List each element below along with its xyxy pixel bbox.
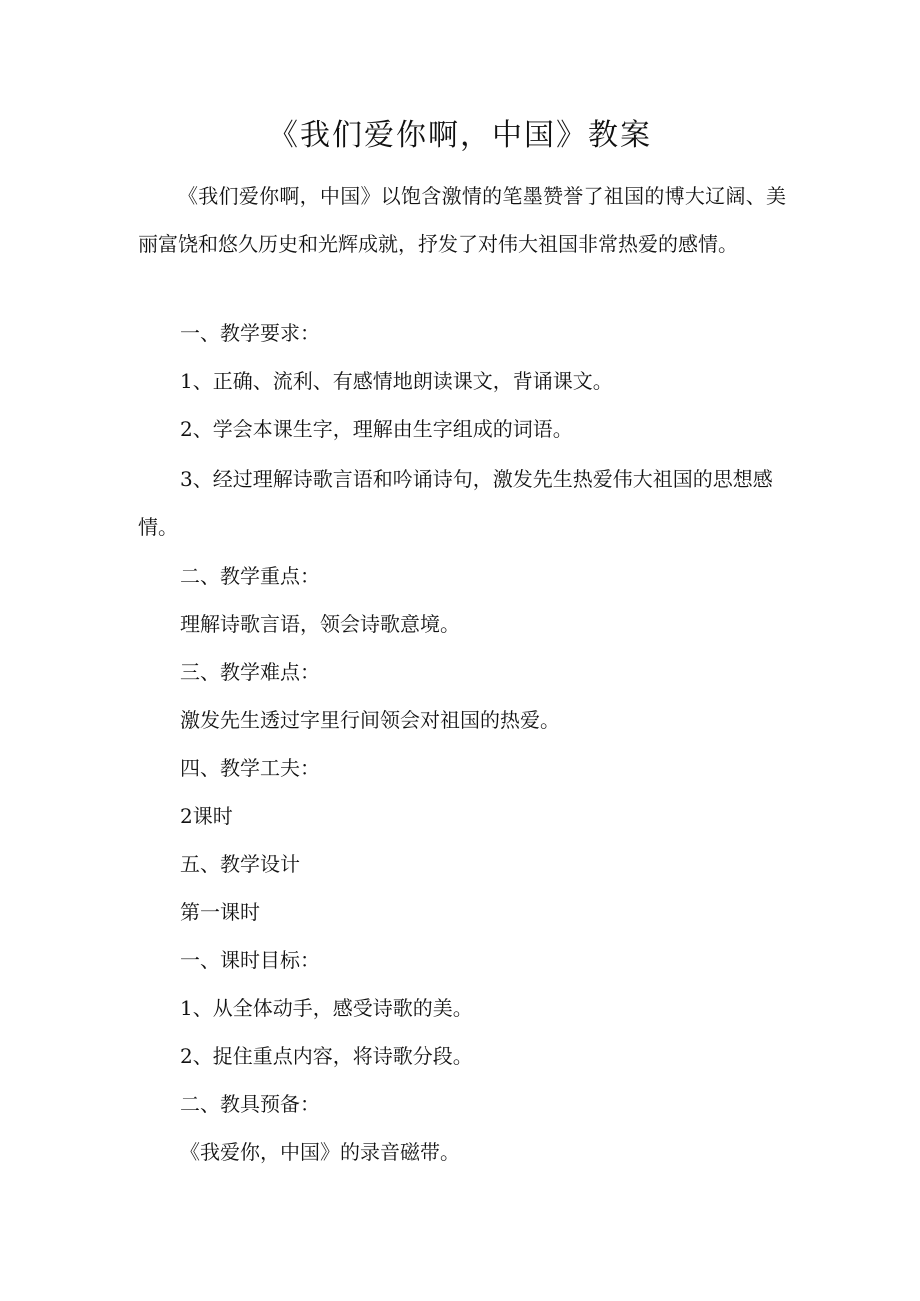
section-heading-duration: 四、教学工夫：: [180, 756, 320, 780]
lesson-goal-item-2: 2、捉住重点内容，将诗歌分段。: [180, 1044, 473, 1068]
requirement-item-2: 2、学会本课生字，理解由生字组成的词语。: [180, 417, 573, 441]
duration-text: 2课时: [180, 804, 233, 828]
materials-heading: 二、教具预备：: [180, 1092, 320, 1116]
requirement-item-1: 1、正确、流利、有感情地朗读课文，背诵课文。: [180, 369, 613, 393]
lesson-goals-heading: 一、课时目标：: [180, 948, 320, 972]
difficulties-text: 激发先生透过字里行间领会对祖国的热爱。: [180, 708, 560, 732]
lesson-goal-item-1: 1、从全体动手，感受诗歌的美。: [180, 996, 473, 1020]
lesson-one-heading: 第一课时: [180, 900, 260, 924]
section-heading-requirements: 一、教学要求：: [180, 321, 320, 345]
section-heading-key-points: 二、教学重点：: [180, 564, 320, 588]
section-heading-difficulties: 三、教学难点：: [180, 660, 320, 684]
document-title: 《我们爱你啊，中国》教案: [268, 118, 652, 153]
section-heading-design: 五、教学设计: [180, 852, 300, 876]
materials-text: 《我爱你，中国》的录音磁带。: [180, 1140, 460, 1164]
key-points-text: 理解诗歌言语，领会诗歌意境。: [180, 612, 460, 636]
requirement-item-3: 3、经过理解诗歌言语和吟诵诗句，激发先生热爱伟大祖国的思想感情。: [138, 467, 773, 539]
intro-paragraph: 《我们爱你啊，中国》以饱含激情的笔墨赞誉了祖国的博大辽阔、美丽富饶和悠久历史和光辉成就，抒发了对伟大祖国非常热爱的感情。: [138, 184, 786, 256]
